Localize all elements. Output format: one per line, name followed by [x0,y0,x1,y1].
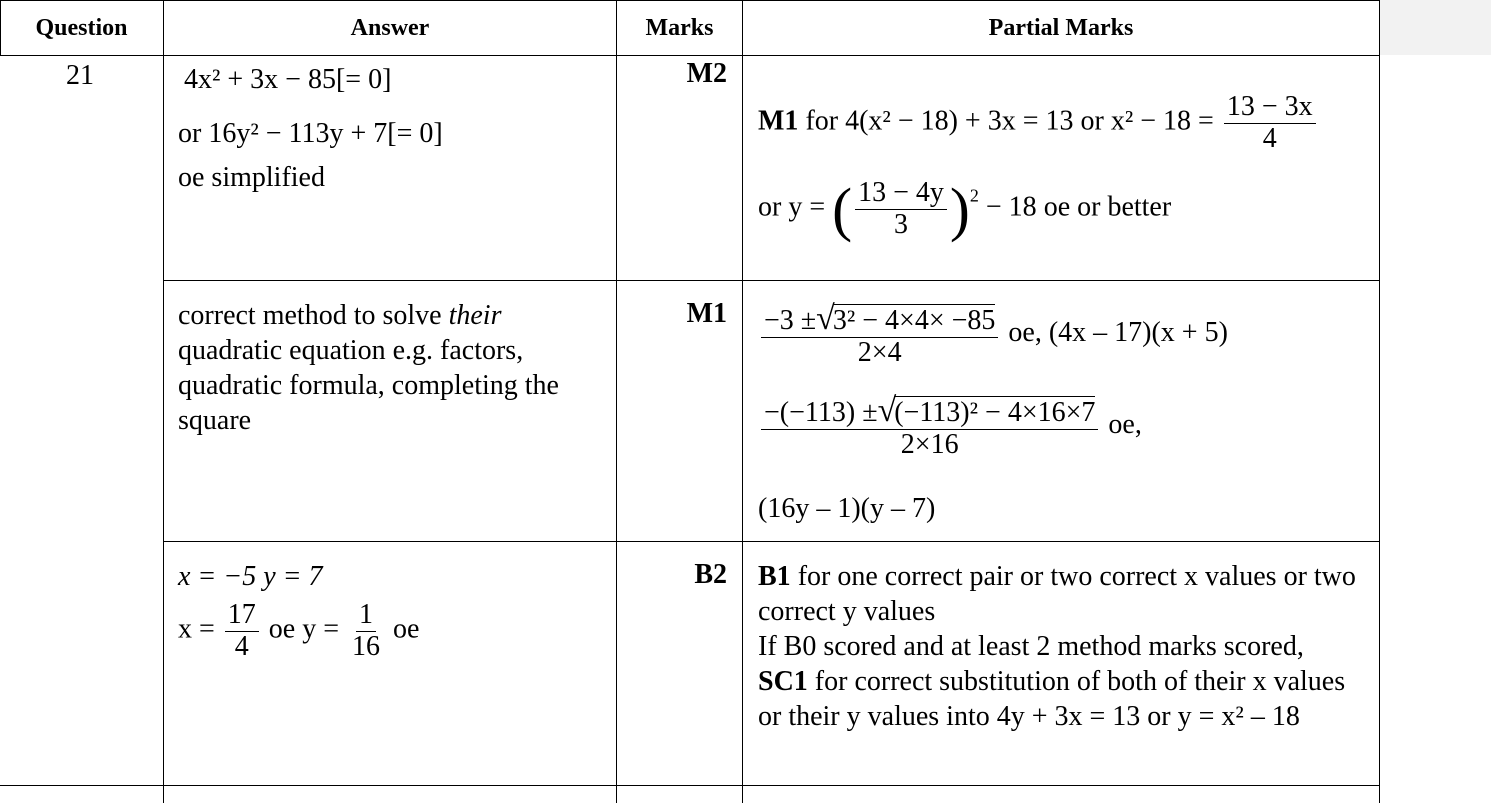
row3-answer-oe2: oe [393,613,420,645]
row2-answer-pre: correct method to solve [178,300,442,331]
row3-partial [758,559,1370,734]
row2-partial-line3: (16y – 1)(y – 7) [758,493,936,524]
row1-answer-line1 [184,62,391,97]
row1-partial-for: for [805,105,839,137]
row1-partial-y-eq: y = [788,191,826,223]
col-border-answer [616,0,617,803]
right-paren: ) [949,176,970,243]
row3-answer-x-fraction [225,600,259,663]
row2-partial-fraction2 [761,392,1098,461]
header-background-strip [1380,0,1491,55]
col-border-marks [742,0,743,803]
col-border-question [163,0,164,803]
row1-partial-line1 [758,92,1319,155]
row1-marks: M2 [686,58,727,89]
row1-partial-expr2: x² − 18 = [1110,105,1214,137]
row1-partial-or1: or [1080,105,1104,137]
row1-partial-fraction2-den: 3 [894,208,908,240]
row1-answer-eq1: 4x² + 3x − 85[= 0] [184,64,392,95]
row2-frac2-num-pre: −(−113) ± [764,397,878,428]
row2-partial-fraction2-num [761,392,1098,430]
row2-answer [178,298,606,438]
row2-partial-line1 [758,300,1228,369]
sqrt-sign: √ [877,392,897,429]
row3-answer-line2 [178,600,419,663]
row3-partial-b1-text: for one correct pair or two correct x values or two correct y values [758,561,1356,627]
row3-x-fraction-num: 17 [225,600,259,632]
row1-partial-tail: oe or better [1043,191,1172,223]
row3-partial-b1: B1 [758,561,791,592]
row1-answer-line3: oe simplified [178,162,325,193]
row1-partial-fraction2-num: 13 − 4y [855,178,947,210]
header-partial-marks: Partial Marks [988,14,1134,41]
row3-answer-line1: x = −5 y = 7 [178,561,323,592]
row2-partial-fraction1 [761,300,998,369]
left-paren: ( [832,176,853,243]
col-border-right [1379,0,1380,803]
row2-frac2-radicand: (−113)² − 4×16×7 [894,397,1096,428]
row1-partial-or2: or [758,191,782,223]
row1-partial-line2 [758,178,1171,241]
row3-marks: B2 [694,559,727,590]
row2-partial-fraction2-den: 2×16 [900,429,959,461]
row1-bottom-border [164,280,1380,281]
row2-answer-their: their [448,300,502,331]
row3-answer-oe1: oe y = [268,613,340,645]
header-answer: Answer [350,14,430,41]
row1-partial-fraction [1224,92,1316,155]
row3-answer-x-eq: x = [178,613,215,645]
row2-frac1-radicand: 3² − 4×4× −85 [832,305,996,336]
row1-partial-expr1: 4(x² − 18) + 3x = 13 [845,105,1074,137]
table-bottom-border [0,785,1380,786]
question-number: 21 [66,60,94,91]
row1-partial-fraction-num: 13 − 3x [1224,92,1316,124]
row2-partial-fraction2-tail: oe, [1108,409,1142,441]
squared-exponent: 2 [969,185,979,206]
row3-y-fraction-num: 1 [356,600,376,632]
row1-partial-fraction2 [855,178,947,241]
sqrt-sign: √ [816,300,835,337]
row2-answer-rest: quadratic equation e.g. factors, quadratic formula, completing the square [178,335,559,436]
header-bottom-border [0,55,1380,56]
row3-answer-y-fraction [349,600,383,663]
header-marks: Marks [645,14,714,41]
row1-answer-line2 [178,116,443,151]
row3-partial-if-text: If B0 scored and at least 2 method marks scored, [758,631,1304,662]
row2-partial-fraction1-den: 2×4 [857,337,902,369]
row3-y-fraction-den: 16 [352,630,381,662]
row3-x-fraction-den: 4 [234,630,249,662]
row1-partial-m1: M1 [758,105,799,137]
row2-bottom-border [164,541,1380,542]
row1-partial-fraction-den: 4 [1262,122,1277,154]
row2-partial-fraction1-tail: oe, (4x – 17)(x + 5) [1008,317,1228,349]
row1-partial-minus18: − 18 [985,191,1037,223]
row3-partial-sc1: SC1 [758,666,808,697]
row2-partial-fraction1-num [761,300,998,338]
row3-partial-sc1-text: for correct substitution of both of their x values or their y values into 4y + 3x = 13 or y = x² – 18 [758,666,1346,732]
header-question: Question [35,14,128,41]
row2-frac1-num-pre: −3 ± [764,305,817,336]
row2-marks: M1 [686,298,727,329]
row2-partial-line2 [758,392,1142,461]
row1-answer-eq2: or 16y² − 113y + 7[= 0] [178,118,443,149]
